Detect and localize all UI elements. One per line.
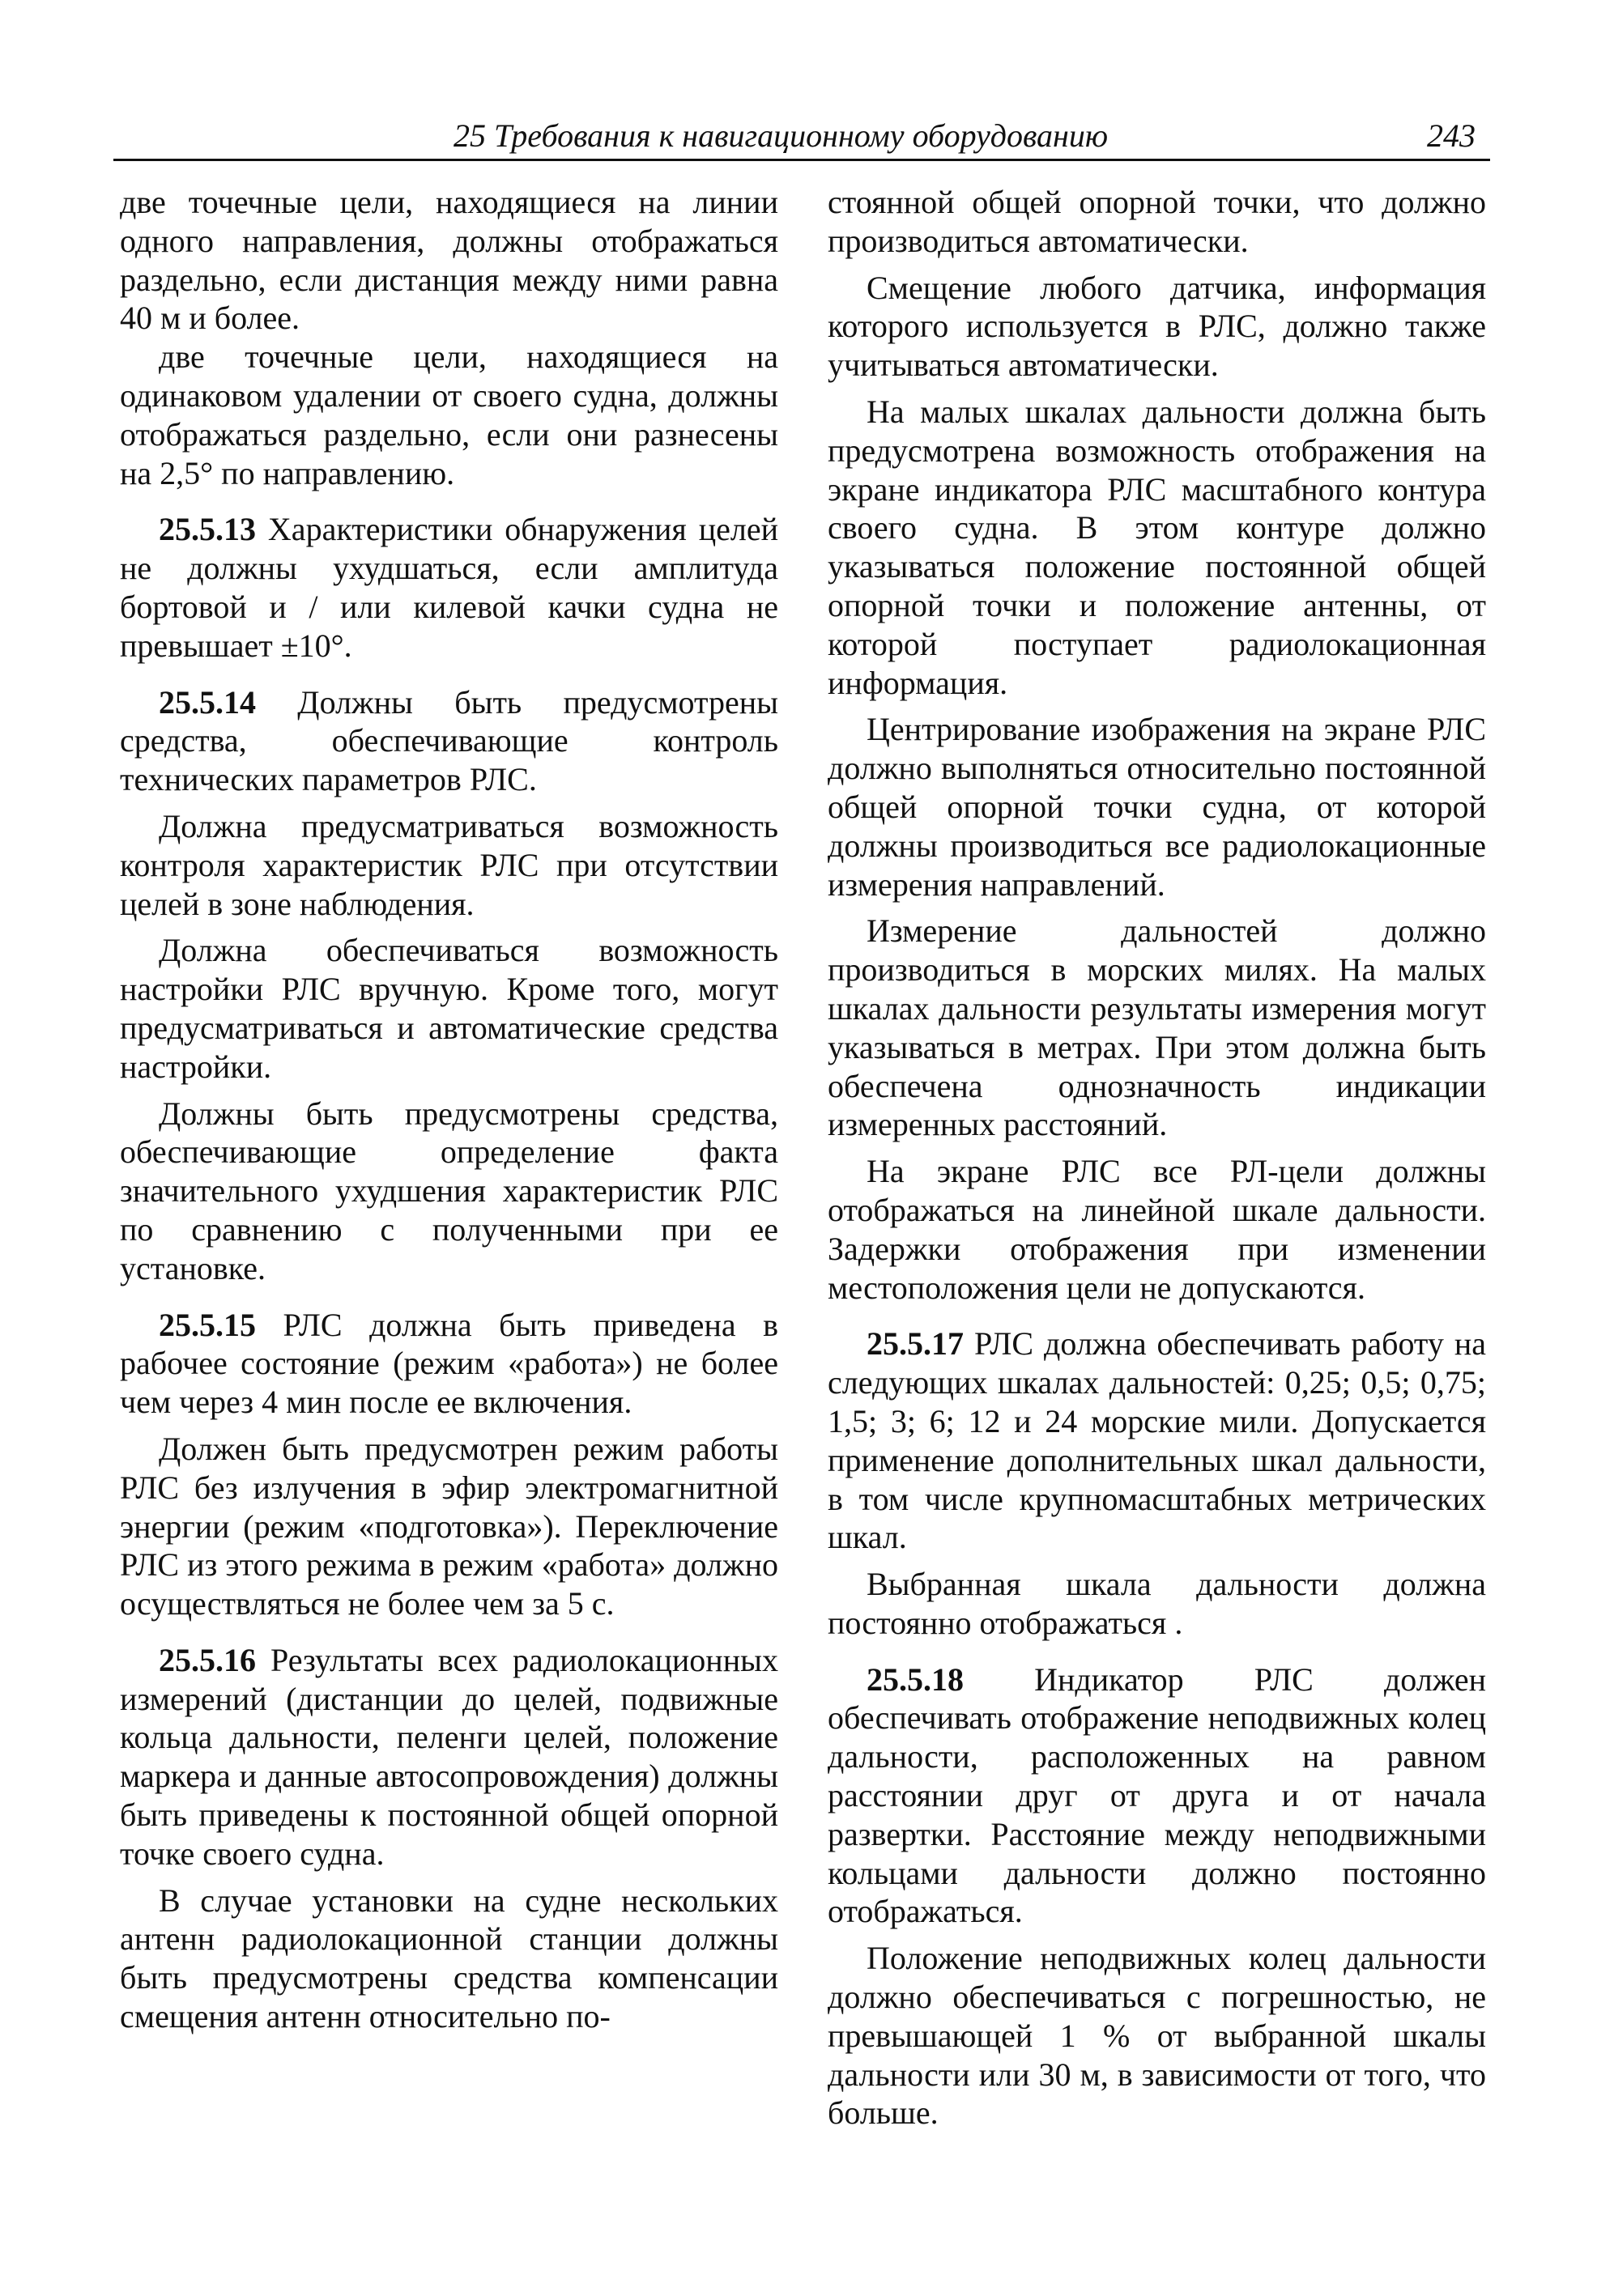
section-number: 25.5.15 (159, 1306, 256, 1343)
section-number: 25.5.16 (159, 1641, 256, 1678)
paragraph: Должен быть предусмотрен режим работы РЛС без излучения в эфир электромагнитной энергии (режим «подготовка»). Переключение РЛС из этого режима в режим «работа» должно осуществляться не более чем за 5 с. (120, 1430, 778, 1622)
right-column (828, 183, 1486, 2132)
paragraph: Центрирование изображения на экране РЛС должно выполняться относительно постоянной общей опорной точки судна, от которой должны производиться все радиолокационные измерения направлений. (828, 711, 1486, 903)
paragraph: Должна обеспечиваться возможность настройки РЛС вручную. Кроме того, могут предусматриваться и автоматические средства настройки. (120, 932, 778, 1085)
section-number: 25.5.18 (867, 1660, 964, 1698)
paragraph: Положение неподвижных колец дальности должно обеспечиваться с погрешностью, не превышающей 1 % от выбранной шкалы дальности или 30 м, в зависимости от того, что больше. (828, 1940, 1486, 2132)
paragraph: две точечные цели, находящиеся на линии одного направления, должны отображаться раздельно, если дистанция между ними равна 40 м и более. (120, 184, 778, 337)
paragraph-25-5-13: 25.5.13 Характеристики обнаружения целей не должны ухудшаться, если амплитуда бортовой и / или килевой качки судна не превышает ±10°. (120, 511, 778, 664)
paragraph: две точечные цели, находящиеся на одинаковом удалении от своего судна, должны отображаться раздельно, если они разнесены на 2,5° по направлению. (120, 338, 778, 491)
paragraph: Должна предусматриваться возможность контроля характеристик РЛС при отсутствии целей в зоне наблюдения. (120, 807, 778, 922)
paragraph-25-5-17: 25.5.17 РЛС должна обеспечивать работу на следующих шкалах дальностей: 0,25; 0,5; 0,75; 1,5; 3; 6; 12 и 24 морские мили. Допускается применение дополнительных шкал дальности, в том числе крупномасштабных метрических шкал. (828, 1325, 1486, 1556)
paragraph: стоянной общей опорной точки, что должно производиться автоматически. (828, 184, 1486, 259)
paragraph: Должны быть предусмотрены средства, обеспечивающие определение факта значительного ухудшения характеристик РЛС по сравнению с полученными при ее установке. (120, 1095, 778, 1286)
paragraph: Измерение дальностей должно производиться в морских милях. На малых шкалах дальности результаты измерения могут указываться в метрах. При этом должна быть обеспечена однозначность индикации измеренных расстояний. (828, 912, 1486, 1143)
section-number: 25.5.17 (867, 1325, 964, 1363)
section-number: 25.5.13 (159, 511, 256, 548)
paragraph-25-5-14: 25.5.14 Должны быть предусмотрены средства, обеспечивающие контроль технических параметров РЛС. (120, 683, 778, 798)
paragraph: На экране РЛС все РЛ-цели должны отображаться на линейной шкале дальности. Задержки отображения при изменении местоположения цели не допускаются. (828, 1153, 1486, 1306)
page-number: 243 (1427, 117, 1476, 154)
paragraph: В случае установки на судне нескольких антенн радиолокационной станции должны быть предусмотрены средства компенсации смещения антенн относительно по- (120, 1881, 778, 2035)
left-column (120, 183, 778, 2036)
paragraph: Выбранная шкала дальности должна постоянно отображаться . (828, 1566, 1486, 1641)
paragraph: На малых шкалах дальности должна быть предусмотрена возможность отображения на экране индикатора РЛС масштабного контура своего судна. В этом контуре должно указываться положение постоянной общей опорной точки и положение антенны, от которой поступает радиолокационная информация. (828, 393, 1486, 701)
paragraph-25-5-15: 25.5.15 РЛС должна быть приведена в рабочее состояние (режим «работа») не более чем через 4 мин после ее включения. (120, 1306, 778, 1421)
section-number: 25.5.14 (159, 683, 256, 721)
running-title: 25 Требования к навигационному оборудованию (454, 117, 1109, 154)
paragraph-25-5-16: 25.5.16 Результаты всех радиолокационных измерений (дистанции до целей, подвижные кольца дальности, пеленги целей, положение маркера и данные автосопровождения) должны быть приведены к постоянной общей опорной точке своего судна. (120, 1641, 778, 1872)
paragraph-25-5-18: 25.5.18 Индикатор РЛС должен обеспечивать отображение неподвижных колец дальности, расположенных на равном расстоянии друг от друга и от начала развертки. Расстояние между неподвижными кольцами дальности должно постоянно отображаться. (828, 1660, 1486, 1930)
running-header (113, 112, 1490, 161)
paragraph: Смещение любого датчика, информация которого используется в РЛС, должно также учитываться автоматически. (828, 269, 1486, 384)
